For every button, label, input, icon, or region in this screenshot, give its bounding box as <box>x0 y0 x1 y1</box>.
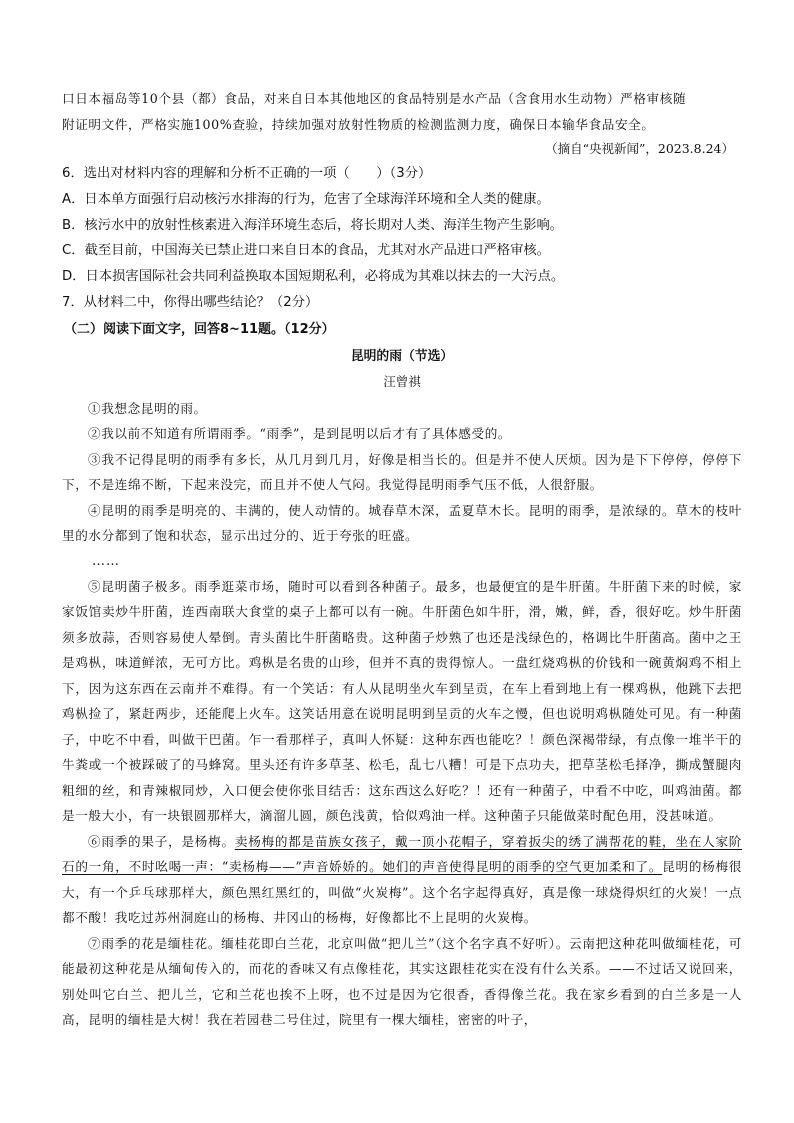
paragraph-6-intro: ⑥雨季的果子，是杨梅。 <box>88 833 235 849</box>
material-tail-text <box>62 86 742 137</box>
paragraph-1: ①我想念昆明的雨。 <box>88 400 207 416</box>
passage-title: 昆明的雨（节选） <box>350 348 454 364</box>
section-header: （二）阅读下面文字，回答8~11题。（12分） <box>64 321 335 337</box>
material-line-2: 附证明文件，严格实施100%查验，持续加强对放射性物质的检测监测力度，确保日本输华食品安全。 <box>62 116 655 132</box>
q6-option-c: C．截至目前，中国海关已禁止进口来自日本的食品，尤其对水产品进口严格审核。 <box>62 243 550 259</box>
q6-option-a: A．日本单方面强行启动核污水排海的行为，危害了全球海洋环境和全人类的健康。 <box>62 191 550 207</box>
q6-option-b: B．核污水中的放射性核素进入海洋环境生态后，将长期对人类、海洋生物产生影响。 <box>62 217 564 233</box>
q6-option-d: D．日本损害国际社会共同利益换取本国短期私利，必将成为其难以抹去的一大污点。 <box>62 269 565 285</box>
paragraph-6-underlined-sentence: 卖杨梅的都是苗族女孩子，戴一顶小花帽子，穿着扳尖的绣了满帮花的鞋，坐在人家阶石的一角，不时吆喝一声：“卖杨梅——”声音娇娇的。她们的声音使得昆明的雨季的空气更加柔和了。 <box>62 833 742 875</box>
question-7: 7．从材料二中，你得出哪些结论？（2分） <box>62 294 319 310</box>
material-line-1: 口日本福岛等10个县（都）食品，对来自日本其他地区的食品特别是水产品（含食用水生动物）严格审核随 <box>62 91 687 106</box>
paragraph-6-rest: 昆明的杨梅很大，有一个乒乓球那样大，颜色黑红黑红的，叫做“火炭梅”。这个名字起得真好，真是像一球烧得炽红的火炭！一点都不酸！我吃过苏州洞庭山的杨梅、井冈山的杨梅，好像都比不上昆明的火炭梅。 <box>62 859 742 926</box>
paragraph-4: ④昆明的雨季是明亮的、丰满的，使人动情的。城春草木深，孟夏草木长。昆明的雨季，是浓绿的。草木的枝叶里的水分都到了饱和状态，显示出过分的、近于夸张的旺盛。 <box>62 502 742 544</box>
paragraph-7: ⑦雨季的花是缅桂花。缅桂花即白兰花，北京叫做“把儿兰”（这个名字真不好听）。云南把这种花叫做缅桂花，可能最初这种花是从缅甸传入的，而花的香味又有点像桂花，其实这跟桂花实在没有什么关系。——不过话又说回来，别处叫它白兰、把儿兰，它和兰花也挨不上呀，也不过是因为它很香，香得像兰花。我在家乡看到的白兰多是一人高，昆明的缅桂是大树！我在若园巷二号住过，院里有一棵大缅桂，密密的叶子， <box>62 935 742 1028</box>
omission-ellipsis: …… <box>92 553 120 569</box>
question-6: 6．选出对材料内容的理解和分析不正确的一项（ ）（3分） <box>62 166 432 181</box>
exam-page <box>62 86 742 1033</box>
passage-author: 汪曾祺 <box>383 373 421 389</box>
paragraph-2: ②我以前不知道有所谓雨季。“雨季”，是到昆明以后才有了具体感受的。 <box>88 426 512 442</box>
paragraph-3: ③我不记得昆明的雨季有多长，从几月到几月，好像是相当长的。但是并不使人厌烦。因为是下下停停，停停下下，不是连绵不断，下起来没完，而且并不使人气闷。我觉得昆明雨季气压不低，人很舒服。 <box>62 451 742 493</box>
paragraph-5: ⑤昆明菌子极多。雨季逛菜市场，随时可以看到各种菌子。最多，也最便宜的是牛肝菌。牛肝菌下来的时候，家家饭馆卖炒牛肝菌，连西南联大食堂的桌子上都可以有一碗。牛肝菌色如牛肝，滑，嫩，鲜，香，很好吃。炒牛肝菌须多放蒜，否则容易使人晕倒。青头菌比牛肝菌略贵。这种菌子炒熟了也还是浅绿色的，格调比牛肝菌高。菌中之王是鸡枞，味道鲜浓，无可方比。鸡枞是名贵的山珍，但并不真的贵得惊人。一盘红烧鸡枞的价钱和一碗黄焖鸡不相上下，因为这东西在云南并不难得。有一个笑话：有人从昆明坐火车到呈贡，在车上看到地上有一棵鸡枞，他跳下去把鸡枞捡了，紧赶两步，还能爬上火车。这笑话用意在说明昆明到呈贡的火车之慢，但也说明鸡枞随处可见。有一种菌子，中吃不中看，叫做干巴菌。乍一看那样子，真叫人怀疑：这种东西也能吃？！颜色深褐带绿，有点像一堆半干的牛粪或一个被踩破了的马蜂窝。里头还有许多草茎、松毛，乱七八糟！可是下点功夫，把草茎松毛择净，撕成蟹腿肉粗细的丝，和青辣椒同炒，入口便会使你张目结舌：这东西这么好吃？！还有一种菌子，中看不中吃，叫鸡油菌。都是一般大小，有一块银圆那样大，滴溜儿圆，颜色浅黄，恰似鸡油一样。这种菌子只能做菜时配色用，没甚味道。 <box>62 578 742 824</box>
material-source: （摘自“央视新闻”，2023.8.24） <box>545 141 734 156</box>
paragraph-6 <box>62 829 742 931</box>
